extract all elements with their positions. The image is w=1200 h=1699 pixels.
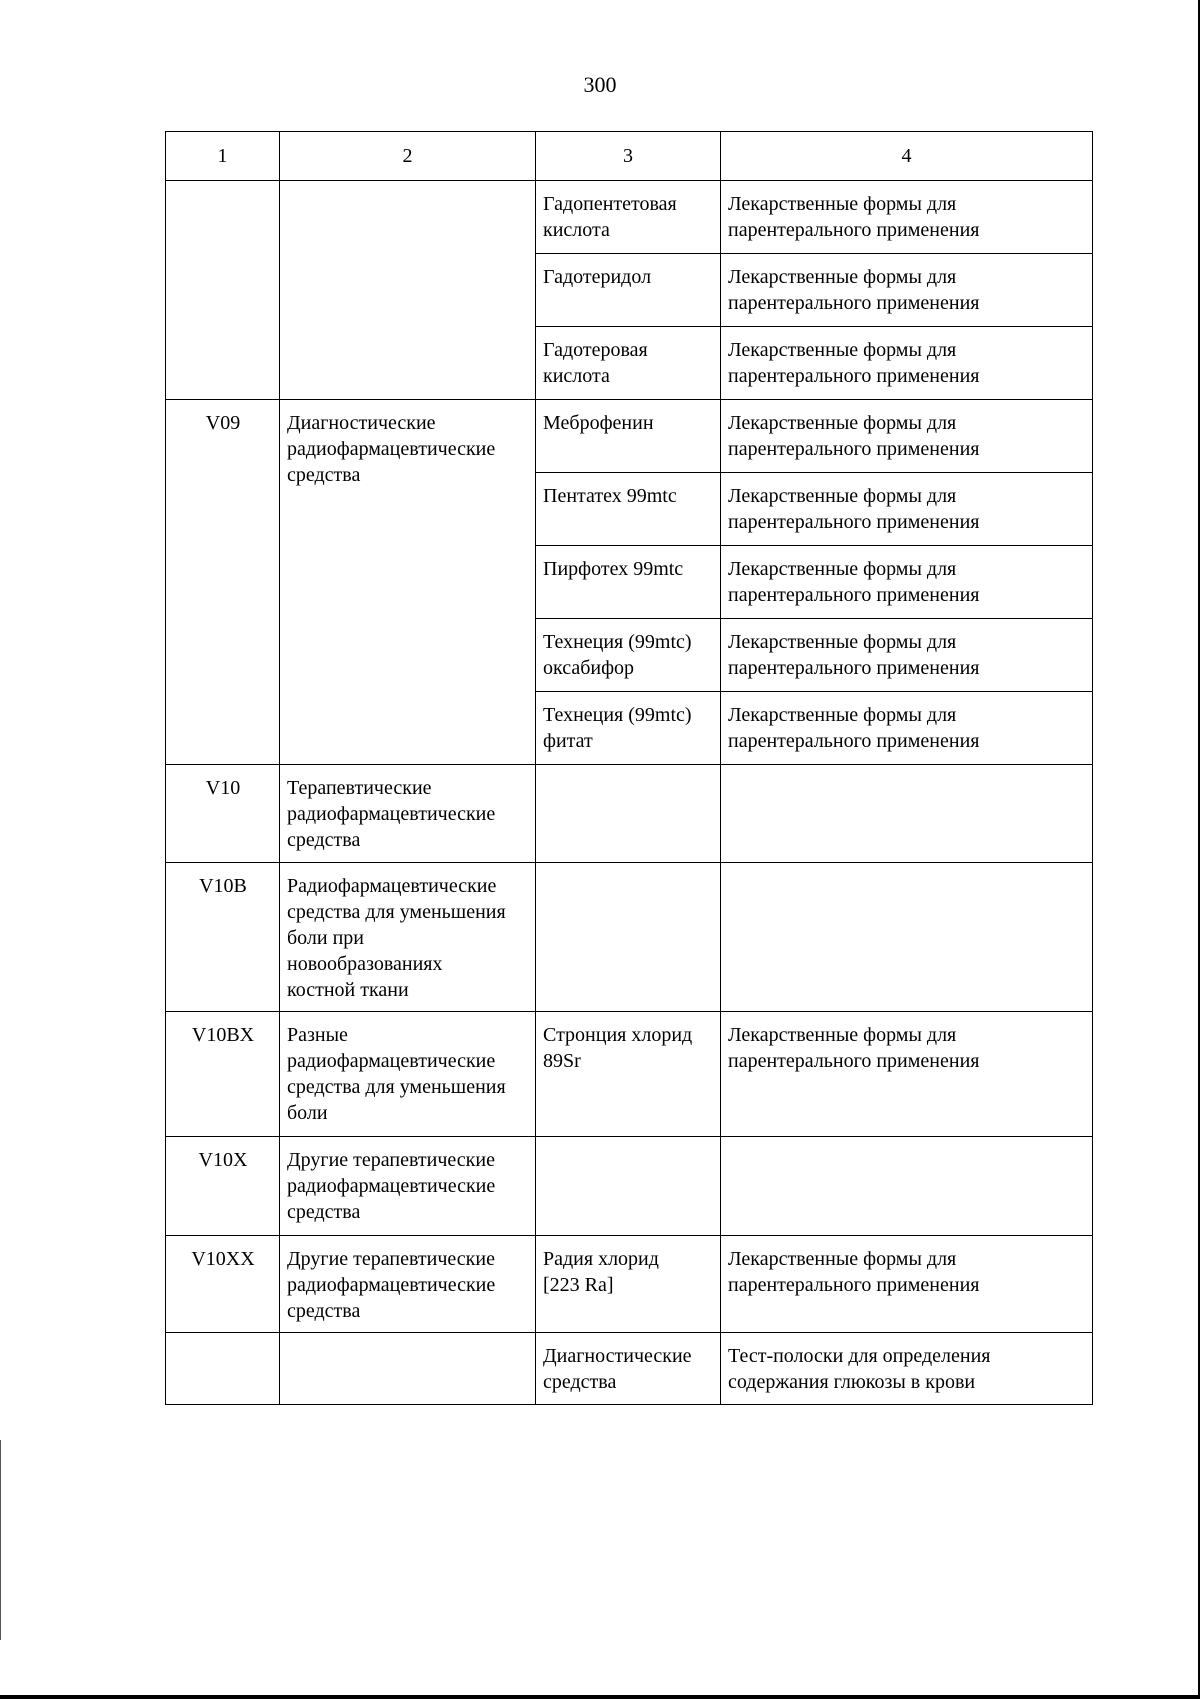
atc-code-cell: V10XX [166,1236,280,1333]
group-name-cell: Другие терапевтические радиофармацевтические средства [280,1137,536,1236]
drug-name-cell: Гадопентетовая кислота [536,181,721,254]
group-name-cell: Диагностические радиофармацевтические средства [280,400,536,765]
dosage-form-cell: Лекарственные формы для парентерального применения [721,473,1093,546]
page-number: 300 [583,72,617,97]
dosage-form-cell: Лекарственные формы для парентерального применения [721,327,1093,400]
drug-name-cell: Технеция (99mtc) оксабифор [536,619,721,692]
dosage-form-cell: Лекарственные формы для парентерального применения [721,1012,1093,1137]
table-row [166,1333,1093,1405]
drug-name-cell: Технеция (99mtc) фитат [536,692,721,765]
drug-name-cell: Гадотеридол [536,254,721,327]
atc-code-cell: V10X [166,1137,280,1236]
drug-name-cell: Стронция хлорид 89Sr [536,1012,721,1137]
group-name-cell: Терапевтические радиофармацевтические средства [280,765,536,863]
column-header-4: 4 [721,132,1093,181]
atc-code-cell [166,181,280,400]
drug-name-cell [536,863,721,1012]
column-header-2: 2 [280,132,536,181]
dosage-form-cell: Лекарственные формы для парентерального применения [721,400,1093,473]
scan-edge-bottom [0,1695,1200,1699]
group-name-cell [280,1333,536,1405]
dosage-form-cell [721,765,1093,863]
drug-name-cell [536,1137,721,1236]
table-header-row [166,132,1093,181]
dosage-form-cell [721,863,1093,1012]
group-name-cell [280,181,536,400]
dosage-form-cell: Лекарственные формы для парентерального применения [721,619,1093,692]
group-name-cell: Радиофармацевтические средства для уменьшения боли при новообразованиях костной ткани [280,863,536,1012]
drug-name-cell: Пентатех 99mtc [536,473,721,546]
drug-name-cell: Пирфотех 99mtc [536,546,721,619]
drug-name-cell: Меброфенин [536,400,721,473]
scan-edge-left [0,1440,1,1640]
dosage-form-cell: Лекарственные формы для парентерального применения [721,692,1093,765]
table-row [166,400,1093,473]
column-header-3: 3 [536,132,721,181]
table-row [166,1137,1093,1236]
dosage-form-cell: Лекарственные формы для парентерального применения [721,254,1093,327]
table-row [166,181,1093,254]
group-name-cell: Разные радиофармацевтические средства для уменьшения боли [280,1012,536,1137]
dosage-form-cell [721,1137,1093,1236]
drug-name-cell: Диагностические средства [536,1333,721,1405]
atc-code-cell: V10BX [166,1012,280,1137]
dosage-form-cell: Тест-полоски для определения содержания глюкозы в крови [721,1333,1093,1405]
atc-code-cell: V10B [166,863,280,1012]
atc-code-cell [166,1333,280,1405]
table-row [166,1012,1093,1137]
drug-name-cell: Гадотеровая кислота [536,327,721,400]
atc-code-cell: V10 [166,765,280,863]
atc-code-cell: V09 [166,400,280,765]
dosage-form-cell: Лекарственные формы для парентерального применения [721,181,1093,254]
drug-list-table [165,131,1093,1405]
group-name-cell: Другие терапевтические радиофармацевтические средства [280,1236,536,1333]
column-header-1: 1 [166,132,280,181]
table-row [166,863,1093,1012]
table-row [166,1236,1093,1333]
table-row [166,765,1093,863]
dosage-form-cell: Лекарственные формы для парентерального применения [721,1236,1093,1333]
dosage-form-cell: Лекарственные формы для парентерального применения [721,546,1093,619]
drug-name-cell [536,765,721,863]
drug-name-cell: Радия хлорид [223 Ra] [536,1236,721,1333]
